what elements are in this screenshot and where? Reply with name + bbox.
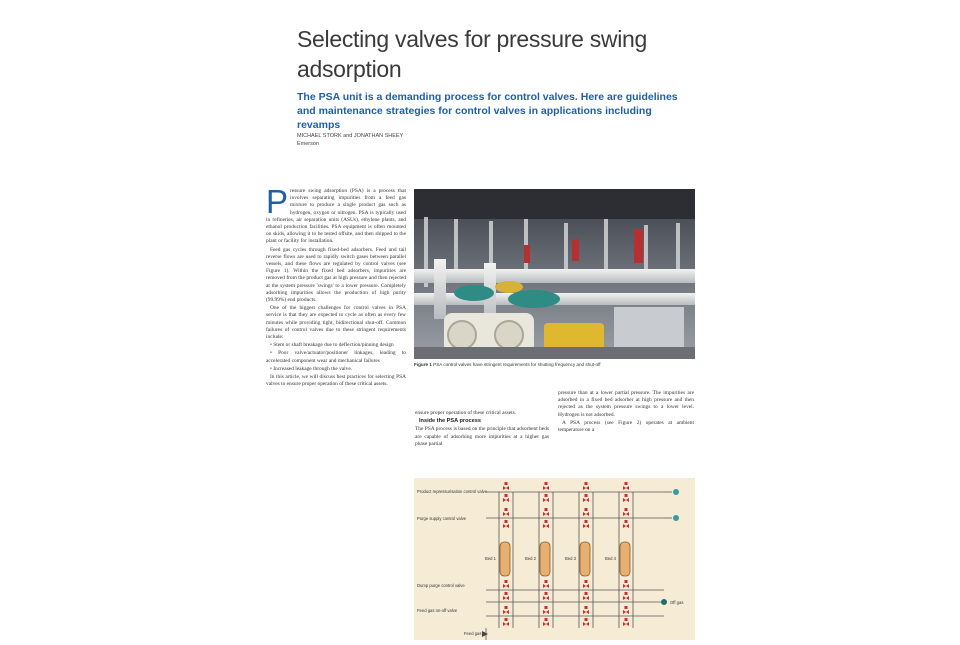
drop-cap: P xyxy=(266,188,289,220)
author-names: MICHAEL STORK and JONATHAN SHEEY xyxy=(297,133,404,139)
figure-1-caption xyxy=(414,362,695,368)
label-feed-gas: Feed gas xyxy=(464,631,482,636)
body-paragraph: One of the biggest challenges for control valves in PSA service is that they are expected to cycle as often as every few minutes while providing tight, bidirectional shut-off. Common failures of control valves due to these stringent requirements include: xyxy=(266,305,406,341)
body-column-1 xyxy=(266,188,406,640)
article-standfirst: The PSA unit is a demanding process for control valves. Here are guidelines and maintenance strategies for control valves in applications including revamps xyxy=(297,91,678,131)
label-feed-gas-valve: Feed gas on-off valve xyxy=(417,608,458,613)
adsorber-bed-icon xyxy=(620,542,630,576)
article-title: Selecting valves for pressure swing adsorption xyxy=(297,26,647,82)
article-byline xyxy=(297,132,597,148)
purge-outlet-icon xyxy=(673,515,679,521)
figure-2-diagram xyxy=(414,478,695,640)
body-paragraph: ressure swing adsorption (PSA) is a process that involves separating impurities from a feed gas mixture to produce a single product gas such as hydrogen, oxygen or nitrogen. PSA is typically used in refineries, air separation units (ASUs), ethylene plants, and ethanol production facilities. PSA equipment is often mounted on skids, allowing it to be tested offsite, and then shipped to the plant or facility for installation. xyxy=(266,188,406,245)
body-paragraph: A PSA process (see Figure 2) operates at ambient temperature on a xyxy=(558,419,694,434)
body-paragraph: The PSA process is based on the principle that adsorbent beds are capable of adsorbing more impurities at a higher gas phase partial xyxy=(415,426,549,447)
bullet-item: • Poor valve/actuator/positioner linkages, leading to accelerated component wear and mechanical failures xyxy=(266,350,406,364)
off-gas-outlet-icon xyxy=(661,599,667,605)
label-dump-purge-valve: Dump purge control valve xyxy=(417,583,465,588)
caption-label: Figure 1 xyxy=(414,362,432,367)
bed-label: Bed 1 xyxy=(485,556,496,561)
body-paragraph: In this article, we will discuss best practices for selecting PSA valves to ensure proper operation of these critical assets. xyxy=(266,374,406,388)
bullet-item: • Increased leakage through the valve. xyxy=(270,365,353,372)
author-affiliation: Emerson xyxy=(297,141,320,147)
section-subhead: Inside the PSA process xyxy=(419,418,481,425)
bed-label: Bed 3 xyxy=(565,556,576,561)
body-column-3 xyxy=(558,390,694,470)
label-product-valve: Product repressurisation control valve xyxy=(417,489,488,494)
caption-text: PSA control valves have stringent requirements for shutting frequency and shut-off xyxy=(433,362,601,367)
label-purge-supply-valve: Purge supply control valve xyxy=(417,516,467,521)
body-paragraph: ensure proper operation of these critical assets. xyxy=(415,410,517,416)
adsorber-bed-icon xyxy=(540,542,550,576)
adsorber-bed-icon xyxy=(500,542,510,576)
label-off-gas: Off gas xyxy=(670,600,684,605)
bullet-item: • Stem or shaft breakage due to deflection/pinning design xyxy=(270,342,394,349)
bed-label: Bed 2 xyxy=(525,556,536,561)
psa-flow-diagram xyxy=(414,478,695,640)
figure-1-photo xyxy=(414,189,695,359)
body-column-2 xyxy=(415,410,549,472)
product-outlet-icon xyxy=(673,489,679,495)
body-paragraph: pressure than at a lower partial pressure. The impurities are adsorbed in a fixed bed adsorber at high pressure and then rejected as the system pressure swings to a lower level. Hydrogen is not adsorbed. xyxy=(558,390,694,418)
body-paragraph: Feed gas cycles through fixed-bed adsorbers. Feed and tail reverse flows are used to rapidly switch gases between parallel vessels, and these flows are regulated by control valves (see Figure 1). Within the fixed bed adsorbers, impurities are removed from the product gas at high pressure and then rejected at the system pressure 'swings' to a lower pressure. Completely adsorbing impurities allows the production of high purity (99.99%) end products. xyxy=(266,246,406,304)
bed-label: Bed 4 xyxy=(605,556,616,561)
valve-skid-image xyxy=(414,189,695,359)
adsorber-bed-icon xyxy=(580,542,590,576)
